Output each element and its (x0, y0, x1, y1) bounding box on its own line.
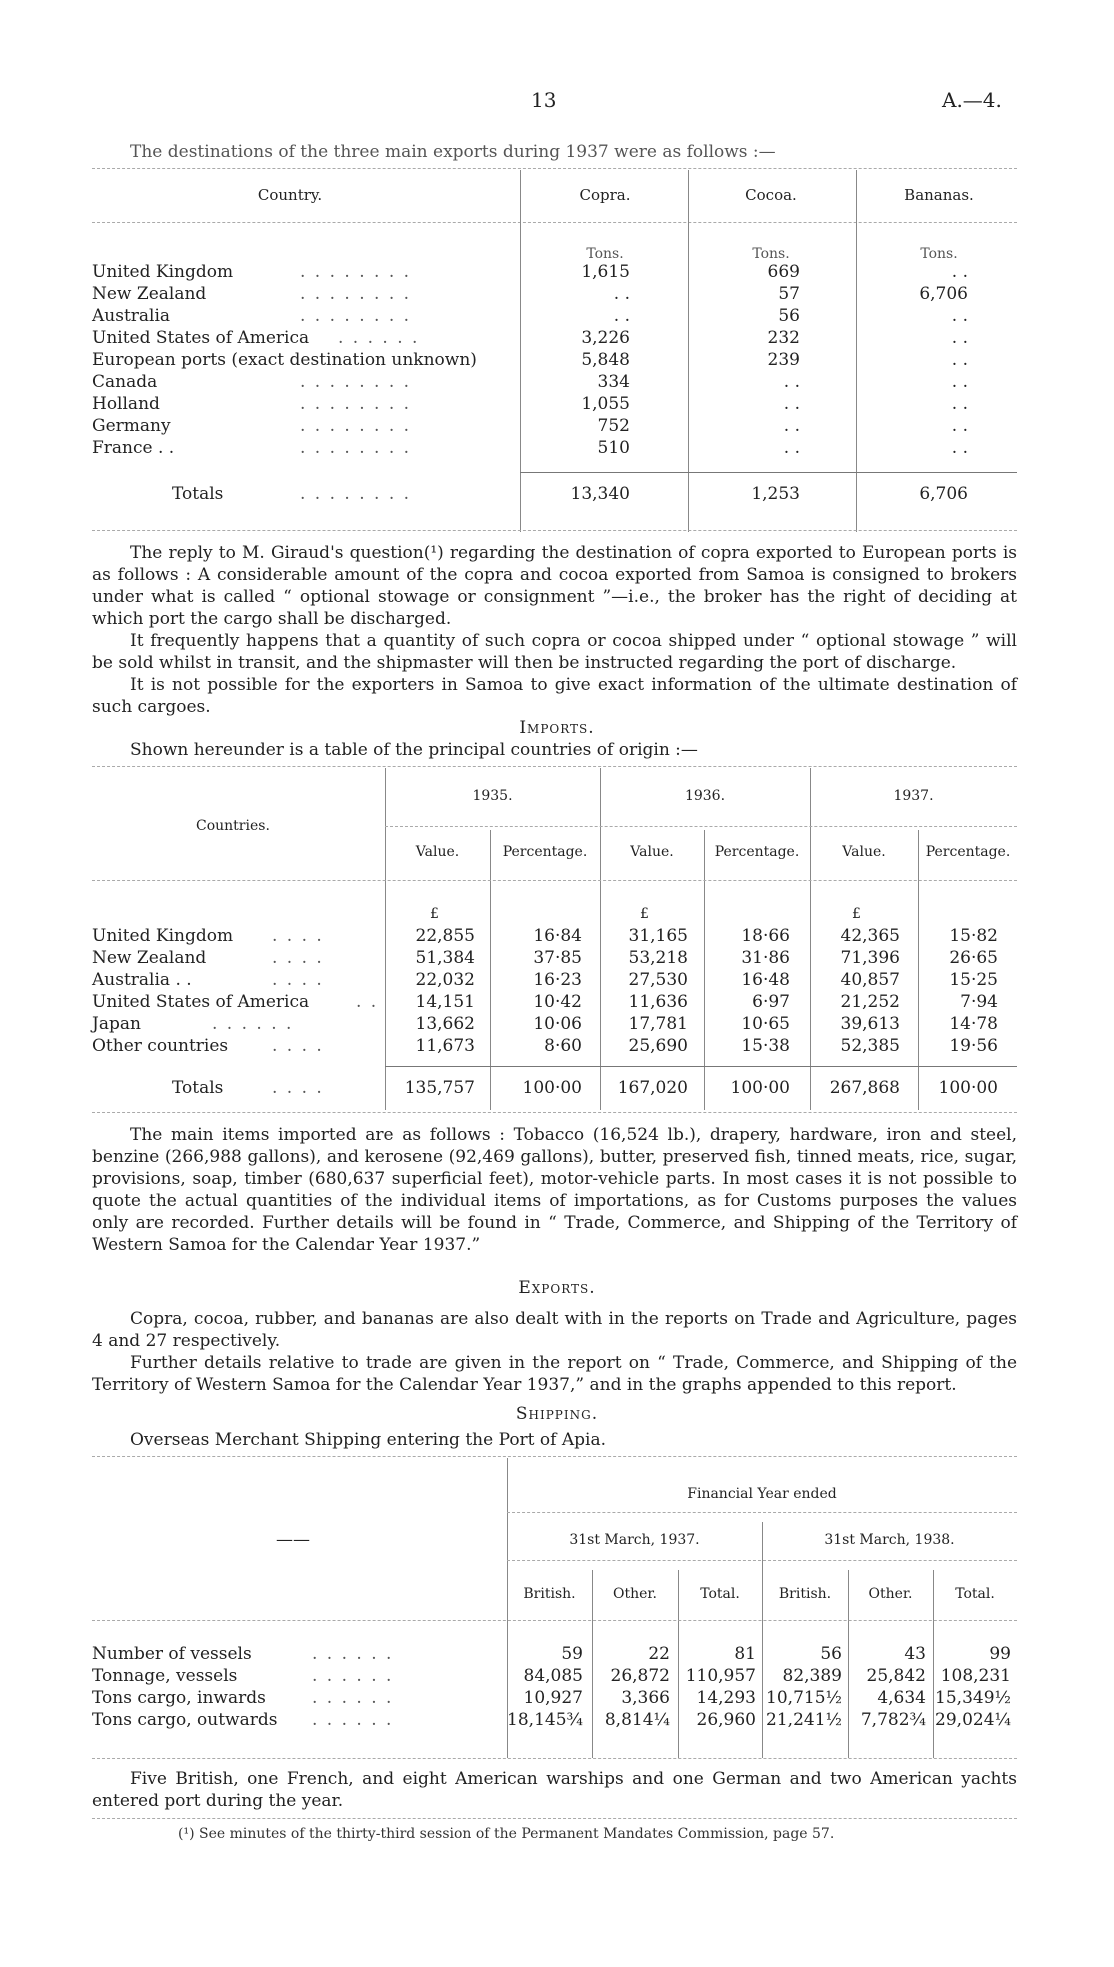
percentage-1936: 18·66 (741, 926, 790, 946)
copra-cell: 1,615 (581, 262, 630, 282)
country-cell: Holland (92, 394, 160, 414)
percentage-1935-total: 100·00 (522, 1078, 582, 1098)
total-1938: 29,024¼ (935, 1710, 1011, 1730)
copra-cell: . . (613, 306, 630, 326)
percentage-1936: 16·48 (741, 970, 790, 990)
cocoa-cell: 239 (767, 350, 800, 370)
unit-copra: Tons. (586, 246, 624, 262)
other-1938: 7,782¾ (860, 1710, 926, 1730)
paragraph-exports-reports: Copra, cocoa, rubber, and bananas are also dealt with in the reports on Trade and Agriculture, pages 4 and 27 respectively. (92, 1309, 1017, 1351)
copra-cell: . . (613, 284, 630, 304)
paragraph-optional-stowage: It frequently happens that a quantity of such copra or cocoa shipped under “ optional stowage ” will be sold whilst in transit, and the shipmaster will then be instructed regarding the port of discharge. (92, 631, 1017, 673)
value-1937-total: 267,868 (829, 1078, 900, 1098)
leader-dots: . . . . . . (338, 328, 420, 348)
country-cell: Germany (92, 416, 171, 436)
col-header-copra: Copra. (579, 186, 631, 204)
copra-cell: 5,848 (581, 350, 630, 370)
value-1936: 31,165 (628, 926, 688, 946)
copra-cell: 1,055 (581, 394, 630, 414)
other-1937: 3,366 (621, 1688, 670, 1708)
table-row (0, 970, 1114, 992)
other-1937: 26,872 (610, 1666, 670, 1686)
table-row (0, 1014, 1114, 1036)
percentage-1937: 14·78 (949, 1014, 998, 1034)
leader-dots: . . . . . . (312, 1710, 394, 1730)
table-row (0, 394, 1114, 416)
bananas-cell: . . (951, 306, 968, 326)
percentage-1936: 31·86 (741, 948, 790, 968)
shipping-heading: Shipping. (515, 1404, 599, 1424)
copra-total: 13,340 (570, 484, 630, 504)
leader-dots: . . . . . . (312, 1666, 394, 1686)
value-1936: 25,690 (628, 1036, 688, 1056)
table-row (0, 1710, 1114, 1732)
cocoa-cell: . . (783, 394, 800, 414)
other-1938: 43 (904, 1644, 926, 1664)
currency-1937: £ (852, 906, 861, 922)
row-label: Tons cargo, outwards (92, 1710, 278, 1730)
country-cell: France . . (92, 438, 175, 458)
value-1936-total: 167,020 (617, 1078, 688, 1098)
year-1935: 1935. (472, 788, 513, 804)
group-header-financial-year: Financial Year ended (687, 1486, 837, 1502)
value-1936: 53,218 (628, 948, 688, 968)
country-cell: New Zealand (92, 284, 207, 304)
percentage-1935: 16·23 (533, 970, 582, 990)
sub-percentage-1935: Percentage. (502, 844, 588, 860)
value-1935: 14,151 (415, 992, 475, 1012)
table-row (0, 372, 1114, 394)
country-cell: Japan (92, 1014, 141, 1034)
leader-dots: . . . . (272, 1078, 324, 1098)
cocoa-total: 1,253 (751, 484, 800, 504)
leader-dots: . . . . . . . . (300, 438, 412, 458)
copra-cell: 3,226 (581, 328, 630, 348)
british-1937: 59 (561, 1644, 583, 1664)
country-cell: Australia . . (92, 970, 192, 990)
leader-dots: . . . . . . . . (300, 306, 412, 326)
value-1935: 22,855 (415, 926, 475, 946)
cocoa-cell: 57 (778, 284, 800, 304)
bananas-cell: . . (951, 328, 968, 348)
value-1935: 11,673 (415, 1036, 475, 1056)
british-1937: 18,145¾ (507, 1710, 583, 1730)
table-row (0, 350, 1114, 372)
col-british-1937: British. (523, 1586, 576, 1602)
value-1937: 52,385 (840, 1036, 900, 1056)
country-cell: United States of America (92, 328, 310, 348)
table-row (0, 262, 1114, 284)
leader-dots: . . . . . . . . (300, 394, 412, 414)
imports-intro: Shown hereunder is a table of the principal countries of origin :— (130, 740, 698, 760)
period-1937: 31st March, 1937. (569, 1532, 700, 1548)
total-1937: 110,957 (685, 1666, 756, 1686)
value-1937: 42,365 (840, 926, 900, 946)
paragraph-exports-details: Further details relative to trade are given in the report on “ Trade, Commerce, and Shipping of the Territory of Western Samoa for the Calendar Year 1937,” and in the graphs appended to this report. (92, 1353, 1017, 1395)
percentage-1936: 6·97 (752, 992, 790, 1012)
row-label: Tonnage, vessels (92, 1666, 238, 1686)
total-1937: 14,293 (696, 1688, 756, 1708)
row-label: Number of vessels (92, 1644, 252, 1664)
col-total-1938: Total. (955, 1586, 995, 1602)
table-row (0, 328, 1114, 350)
bananas-cell: . . (951, 262, 968, 282)
other-1937: 8,814¼ (604, 1710, 670, 1730)
bananas-total: 6,706 (919, 484, 968, 504)
country-cell: United States of America (92, 992, 310, 1012)
leader-dots: . . . . (272, 1036, 324, 1056)
table-row (0, 926, 1114, 948)
other-1938: 25,842 (866, 1666, 926, 1686)
table-row (0, 284, 1114, 306)
total-1937: 26,960 (696, 1710, 756, 1730)
other-1937: 22 (648, 1644, 670, 1664)
value-1937: 21,252 (840, 992, 900, 1012)
value-1937: 71,396 (840, 948, 900, 968)
unit-bananas: Tons. (920, 246, 958, 262)
exports-heading: Exports. (518, 1278, 596, 1298)
country-cell: United Kingdom (92, 926, 234, 946)
sub-value-1936: Value. (630, 844, 674, 860)
total-1938: 99 (989, 1644, 1011, 1664)
sub-percentage-1937: Percentage. (925, 844, 1011, 860)
leader-dots: . . . . (272, 926, 324, 946)
cocoa-cell: . . (783, 438, 800, 458)
leader-dots: . . . . . . (212, 1014, 294, 1034)
total-1938: 108,231 (940, 1666, 1011, 1686)
shipping-intro: Overseas Merchant Shipping entering the Port of Apia. (130, 1430, 606, 1450)
cocoa-cell: 56 (778, 306, 800, 326)
country-cell: Other countries (92, 1036, 229, 1056)
col-header-bananas: Bananas. (904, 186, 974, 204)
leader-dots: . . . . . . . . (300, 372, 412, 392)
table-row (0, 438, 1114, 460)
bananas-cell: 6,706 (919, 284, 968, 304)
bananas-cell: . . (951, 438, 968, 458)
percentage-1935: 16·84 (533, 926, 582, 946)
col-header-cocoa: Cocoa. (745, 186, 797, 204)
leader-dots: . . . . . . (312, 1688, 394, 1708)
page-number: 13 (531, 88, 557, 112)
percentage-1937: 7·94 (960, 992, 998, 1012)
percentage-1937: 19·56 (949, 1036, 998, 1056)
table-row (0, 1036, 1114, 1058)
country-cell: Canada (92, 372, 158, 392)
value-1935-total: 135,757 (404, 1078, 475, 1098)
col-british-1938: British. (778, 1586, 832, 1602)
cocoa-cell: . . (783, 372, 800, 392)
bananas-cell: . . (951, 372, 968, 392)
country-cell: New Zealand (92, 948, 207, 968)
sub-percentage-1936: Percentage. (714, 844, 800, 860)
value-1936: 11,636 (628, 992, 688, 1012)
totals-row (0, 484, 1114, 506)
british-1937: 84,085 (523, 1666, 583, 1686)
year-1936: 1936. (684, 788, 726, 804)
percentage-1937-total: 100·00 (938, 1078, 998, 1098)
value-1936: 17,781 (628, 1014, 688, 1034)
british-1938: 56 (820, 1644, 842, 1664)
col-other-1937: Other. (612, 1586, 657, 1602)
value-1936: 27,530 (628, 970, 688, 990)
col-other-1938: Other. (868, 1586, 913, 1602)
table-row (0, 1688, 1114, 1710)
leader-dots: . . . . (272, 948, 324, 968)
bananas-cell: . . (951, 416, 968, 436)
paragraph-giraud-reply: The reply to M. Giraud's question(¹) regarding the destination of copra exported to European ports is as follows : A considerable amount of the copra and cocoa exported from Samoa is consigned to brokers under what is called “ optional stowage or consignment ”—i.e., the broker has the right of deciding at which port the cargo shall be discharged. (92, 543, 1017, 629)
table-row (0, 306, 1114, 328)
table-row (0, 416, 1114, 438)
col-header-countries: Countries. (196, 818, 270, 834)
copra-cell: 510 (597, 438, 630, 458)
exports-intro: The destinations of the three main exports during 1937 were as follows :— (130, 142, 776, 162)
row-label: Tons cargo, inwards (92, 1688, 266, 1708)
period-1938: 31st March, 1938. (824, 1532, 955, 1548)
sub-value-1935: Value. (415, 844, 460, 860)
value-1937: 39,613 (840, 1014, 900, 1034)
col-total-1937: Total. (700, 1586, 740, 1602)
total-1937: 81 (734, 1644, 756, 1664)
percentage-1935: 10·06 (533, 1014, 582, 1034)
leader-dots: . . . . (272, 970, 324, 990)
table-row (0, 948, 1114, 970)
unit-cocoa: Tons. (752, 246, 790, 262)
british-1938: 10,715½ (766, 1688, 842, 1708)
percentage-1937: 15·25 (949, 970, 998, 990)
percentage-1937: 15·82 (949, 926, 998, 946)
totals-label: Totals (172, 484, 224, 504)
copra-cell: 334 (597, 372, 630, 392)
cocoa-cell: . . (783, 416, 800, 436)
paragraph-warships: Five British, one French, and eight American warships and one German and two American yachts entered port during the year. (92, 1769, 1017, 1811)
sub-value-1937: Value. (842, 844, 886, 860)
cocoa-cell: 669 (767, 262, 800, 282)
value-1935: 51,384 (415, 948, 475, 968)
leader-dots: . . . . . . . . (300, 416, 412, 436)
british-1938: 82,389 (782, 1666, 842, 1686)
currency-1936: £ (640, 906, 649, 922)
value-1935: 13,662 (415, 1014, 475, 1034)
percentage-1936-total: 100·00 (730, 1078, 790, 1098)
british-1937: 10,927 (523, 1688, 583, 1708)
leader-dots: . . . . . . . . (300, 262, 412, 282)
other-1938: 4,634 (877, 1688, 926, 1708)
country-cell: United Kingdom (92, 262, 234, 282)
totals-label: Totals (172, 1078, 224, 1098)
british-1938: 21,241½ (766, 1710, 842, 1730)
table-row (0, 992, 1114, 1014)
leader-dots: . . (356, 992, 379, 1012)
country-cell: Australia (92, 306, 171, 326)
table-row (0, 1644, 1114, 1666)
leader-dots: . . . . . . (312, 1644, 394, 1664)
percentage-1935: 8·60 (544, 1036, 582, 1056)
value-1937: 40,857 (840, 970, 900, 990)
footnote: (¹) See minutes of the thirty-third session of the Permanent Mandates Commission, page 57. (178, 1826, 835, 1842)
currency-1935: £ (430, 906, 439, 922)
year-1937: 1937. (893, 788, 934, 804)
document-reference: A.—4. (942, 88, 1002, 112)
paragraph-main-imports: The main items imported are as follows : Tobacco (16,524 lb.), drapery, hardware, iron and steel, benzine (266,988 gallons), and kerosene (92,469 gallons), butter, preserved fish, tinned meats, rice, sugar, provisions, soap, timber (680,637 superficial feet), motor-vehicle parts. In most cases it is not possible to quote the actual quantities of the individual items of importations, as for Customs purposes the values only are recorded. Further details will be found in “ Trade, Commerce, and Shipping of the Territory of Western Samoa for the Calendar Year 1937.” (92, 1125, 1017, 1255)
country-cell: European ports (exact destination unknown) (92, 350, 477, 370)
percentage-1936: 10·65 (741, 1014, 790, 1034)
cocoa-cell: 232 (767, 328, 800, 348)
table-row (0, 1666, 1114, 1688)
total-1938: 15,349½ (935, 1688, 1011, 1708)
percentage-1935: 10·42 (533, 992, 582, 1012)
col-header-country: Country. (257, 186, 323, 204)
bananas-cell: . . (951, 394, 968, 414)
imports-heading: Imports. (519, 718, 595, 738)
leader-dots: . . . . . . . . (300, 284, 412, 304)
table-corner: —— (276, 1530, 310, 1550)
leader-dots: . . . . . . . . (300, 484, 412, 504)
totals-row (0, 1078, 1114, 1100)
bananas-cell: . . (951, 350, 968, 370)
percentage-1937: 26·65 (949, 948, 998, 968)
paragraph-destination-info: It is not possible for the exporters in Samoa to give exact information of the ultimate destination of such cargoes. (92, 675, 1017, 717)
copra-cell: 752 (597, 416, 630, 436)
value-1935: 22,032 (415, 970, 475, 990)
percentage-1935: 37·85 (533, 948, 582, 968)
percentage-1936: 15·38 (741, 1036, 790, 1056)
